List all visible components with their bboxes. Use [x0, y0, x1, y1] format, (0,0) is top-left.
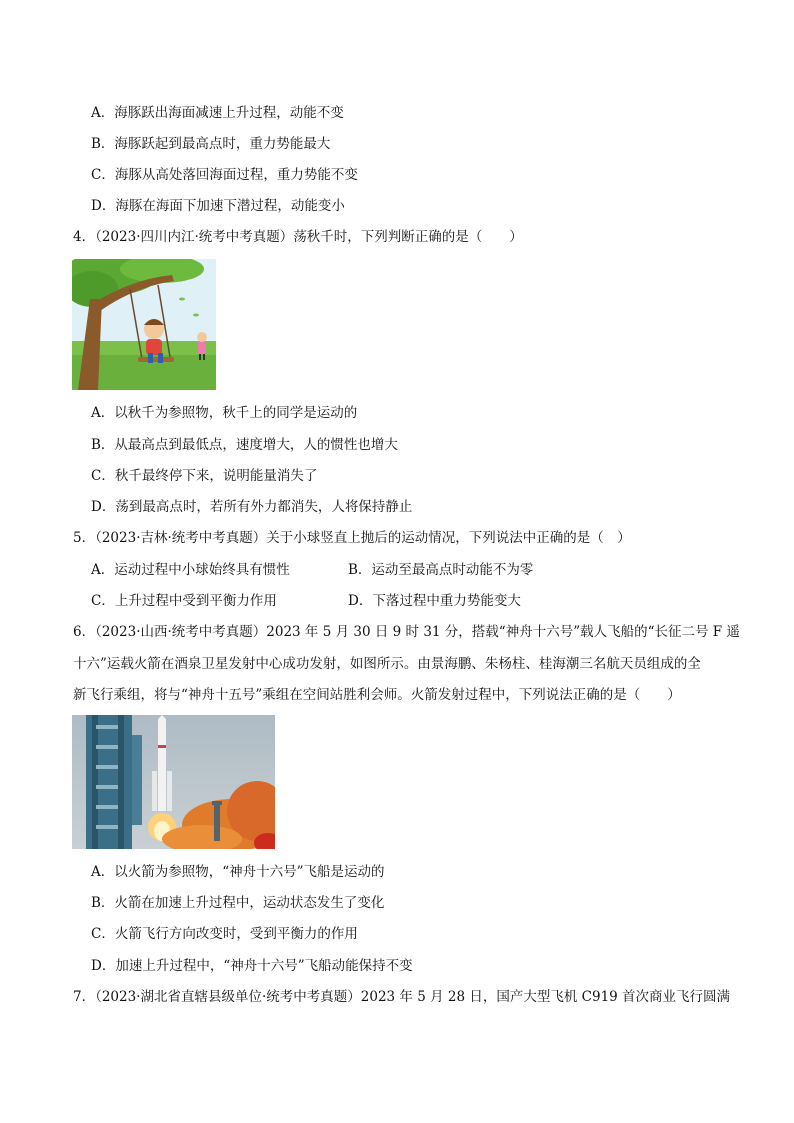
q4-option-a: A．以秋千为参照物，秋千上的同学是运动的	[91, 405, 358, 421]
q3-option-a: A．海豚跃出海面减速上升过程，动能不变	[91, 105, 344, 121]
q6-stem-line-2: 十六”运载火箭在酒泉卫星发射中心成功发射，如图所示。由景海鹏、朱杨柱、桂海潮三名航天员组成的全	[73, 656, 701, 672]
swing-illustration	[72, 259, 216, 390]
q6-option-a: A．以火箭为参照物，“神舟十六号”飞船是运动的	[91, 864, 385, 880]
q4-stem: 4．（2023·四川内江·统考中考真题）荡秋千时，下列判断正确的是（ ）	[73, 229, 523, 245]
q5-stem: 5．（2023·吉林·统考中考真题）关于小球竖直上抛后的运动情况，下列说法中正确的是（ ）	[73, 530, 631, 546]
q5-option-c: C．上升过程中受到平衡力作用	[91, 593, 277, 609]
q4-option-d: D．荡到最高点时，若所有外力都消失，人将保持静止	[91, 499, 413, 515]
q3-option-b: B．海豚跃起到最高点时，重力势能最大	[91, 136, 331, 152]
q6-stem-line-3: 新飞行乘组，将与“神舟十五号”乘组在空间站胜利会师。火箭发射过程中，下列说法正确的是（ ）	[73, 687, 681, 703]
q5-option-a: A．运动过程中小球始终具有惯性	[91, 562, 290, 578]
q3-option-d: D．海豚在海面下加速下潜过程，动能变小	[91, 198, 345, 214]
q4-option-b: B．从最高点到最低点，速度增大，人的惯性也增大	[91, 437, 398, 453]
q7-stem: 7．（2023·湖北省直辖县级单位·统考中考真题）2023 年 5 月 28 日，国产大型飞机 C919 首次商业飞行圆满	[73, 989, 731, 1005]
q3-option-c: C．海豚从高处落回海面过程，重力势能不变	[91, 167, 358, 183]
q6-option-c: C．火箭飞行方向改变时，受到平衡力的作用	[91, 926, 358, 942]
q6-stem-line-1: 6．（2023·山西·统考中考真题）2023 年 5 月 30 日 9 时 31 分，搭载“神舟十六号”载人飞船的“长征二号 F 遥	[73, 624, 740, 640]
q5-option-d: D．下落过程中重力势能变大	[348, 593, 521, 609]
q6-option-d: D．加速上升过程中，“神舟十六号”飞船动能保持不变	[91, 958, 413, 974]
q5-option-b: B．运动至最高点时动能不为零	[348, 562, 534, 578]
q6-option-b: B．火箭在加速上升过程中，运动状态发生了变化	[91, 895, 385, 911]
rocket-launch-photo	[72, 715, 275, 849]
q4-option-c: C．秋千最终停下来，说明能量消失了	[91, 468, 318, 484]
